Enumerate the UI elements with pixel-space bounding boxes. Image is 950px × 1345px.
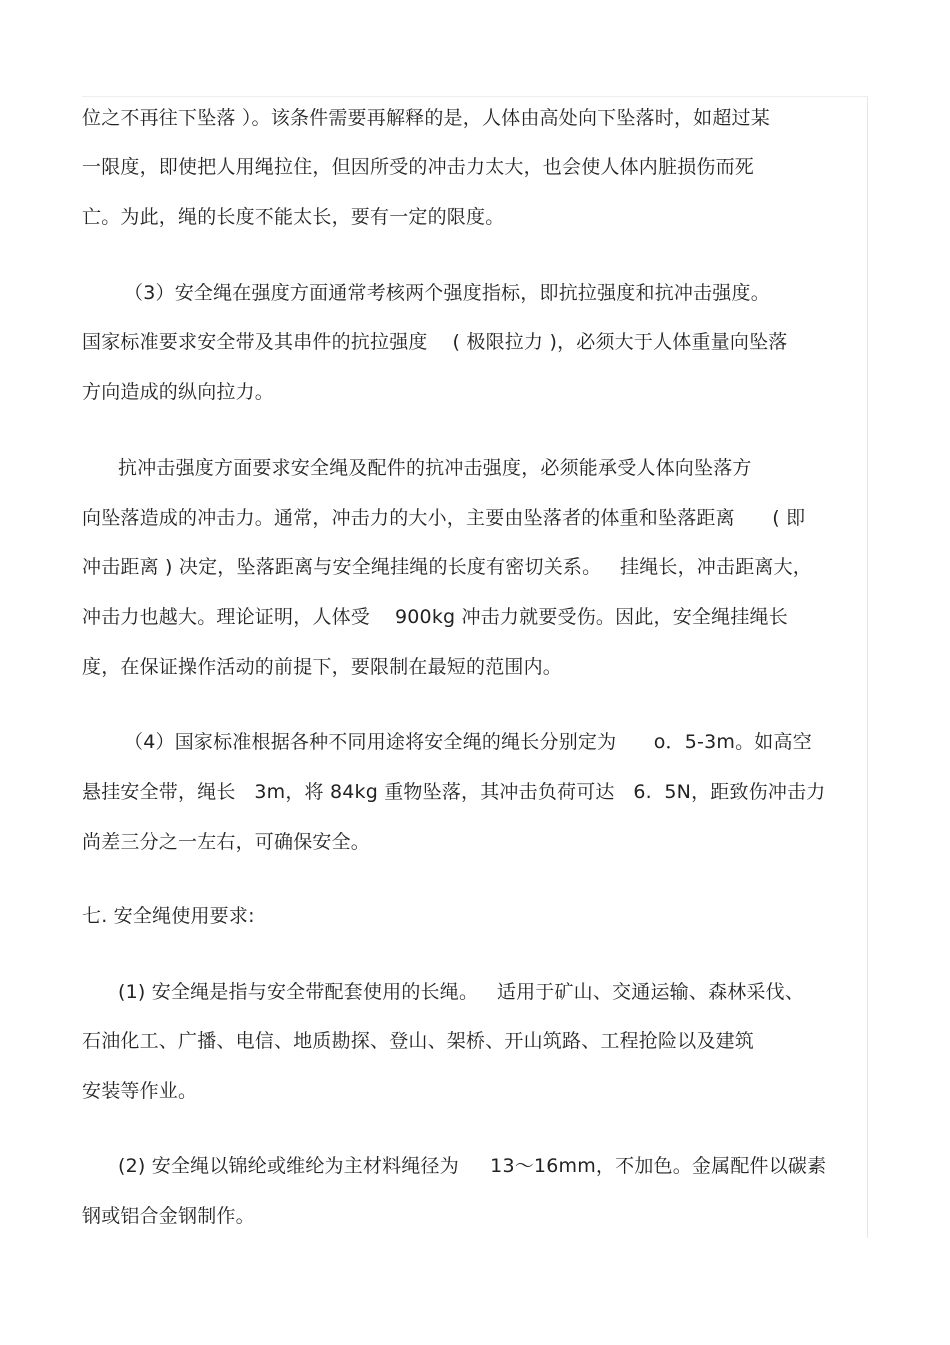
text-line: 悬挂安全带，绳长 3m，将 84kg 重物坠落，其冲击负荷可达 6. 5N，距致伤冲击力	[82, 781, 826, 803]
text-line: （3）安全绳在强度方面通常考核两个强度指标，即抗拉强度和抗冲击强度。	[124, 282, 770, 304]
text-line: 度，在保证操作活动的前提下，要限制在最短的范围内。	[82, 656, 563, 678]
text-line: 冲击距离 ) 决定，坠落距离与安全绳挂绳的长度有密切关系。 挂绳长，冲击距离大，	[82, 556, 813, 578]
text-line: 冲击力也越大。理论证明，人体受 900kg 冲击力就要受伤。因此，安全绳挂绳长	[82, 606, 788, 628]
text-line: 位之不再往下坠落 ）。该条件需要再解释的是，人体由高处向下坠落时，如超过某	[82, 107, 770, 129]
text-line: 钢或铝合金钢制作。	[82, 1205, 255, 1227]
text-line: 安装等作业。	[82, 1080, 198, 1102]
text-line: 一限度，即使把人用绳拉住，但因所受的冲击力太大，也会使人体内脏损伤而死	[82, 156, 755, 178]
text-line: (2) 安全绳以锦纶或维纶为主材料绳径为 13～16mm，不加色。金属配件以碳素	[118, 1155, 827, 1177]
text-line: (1) 安全绳是指与安全带配套使用的长绳。 适用于矿山、交通运输、森林采伐、	[118, 981, 805, 1003]
text-line: 尚差三分之一左右，可确保安全。	[82, 831, 371, 853]
section-heading: 七. 安全绳使用要求:	[82, 905, 255, 927]
text-line: （4）国家标准根据各种不同用途将安全绳的绳长分别定为 o．5-3m。如高空	[124, 731, 812, 753]
text-line: 国家标准要求安全带及其串件的抗拉强度 ( 极限拉力 )，必须大于人体重量向坠落	[82, 331, 788, 353]
text-line: 向坠落造成的冲击力。通常，冲击力的大小，主要由坠落者的体重和坠落距离 ( 即	[82, 507, 806, 529]
text-line: 石油化工、广播、电信、地质勘探、登山、架桥、开山筑路、工程抢险以及建筑	[82, 1030, 755, 1052]
text-line: 抗冲击强度方面要求安全绳及配件的抗冲击强度，必须能承受人体向坠落方	[118, 457, 752, 479]
text-line: 亡。为此，绳的长度不能太长，要有一定的限度。	[82, 206, 505, 228]
text-line: 方向造成的纵向拉力。	[82, 381, 275, 403]
